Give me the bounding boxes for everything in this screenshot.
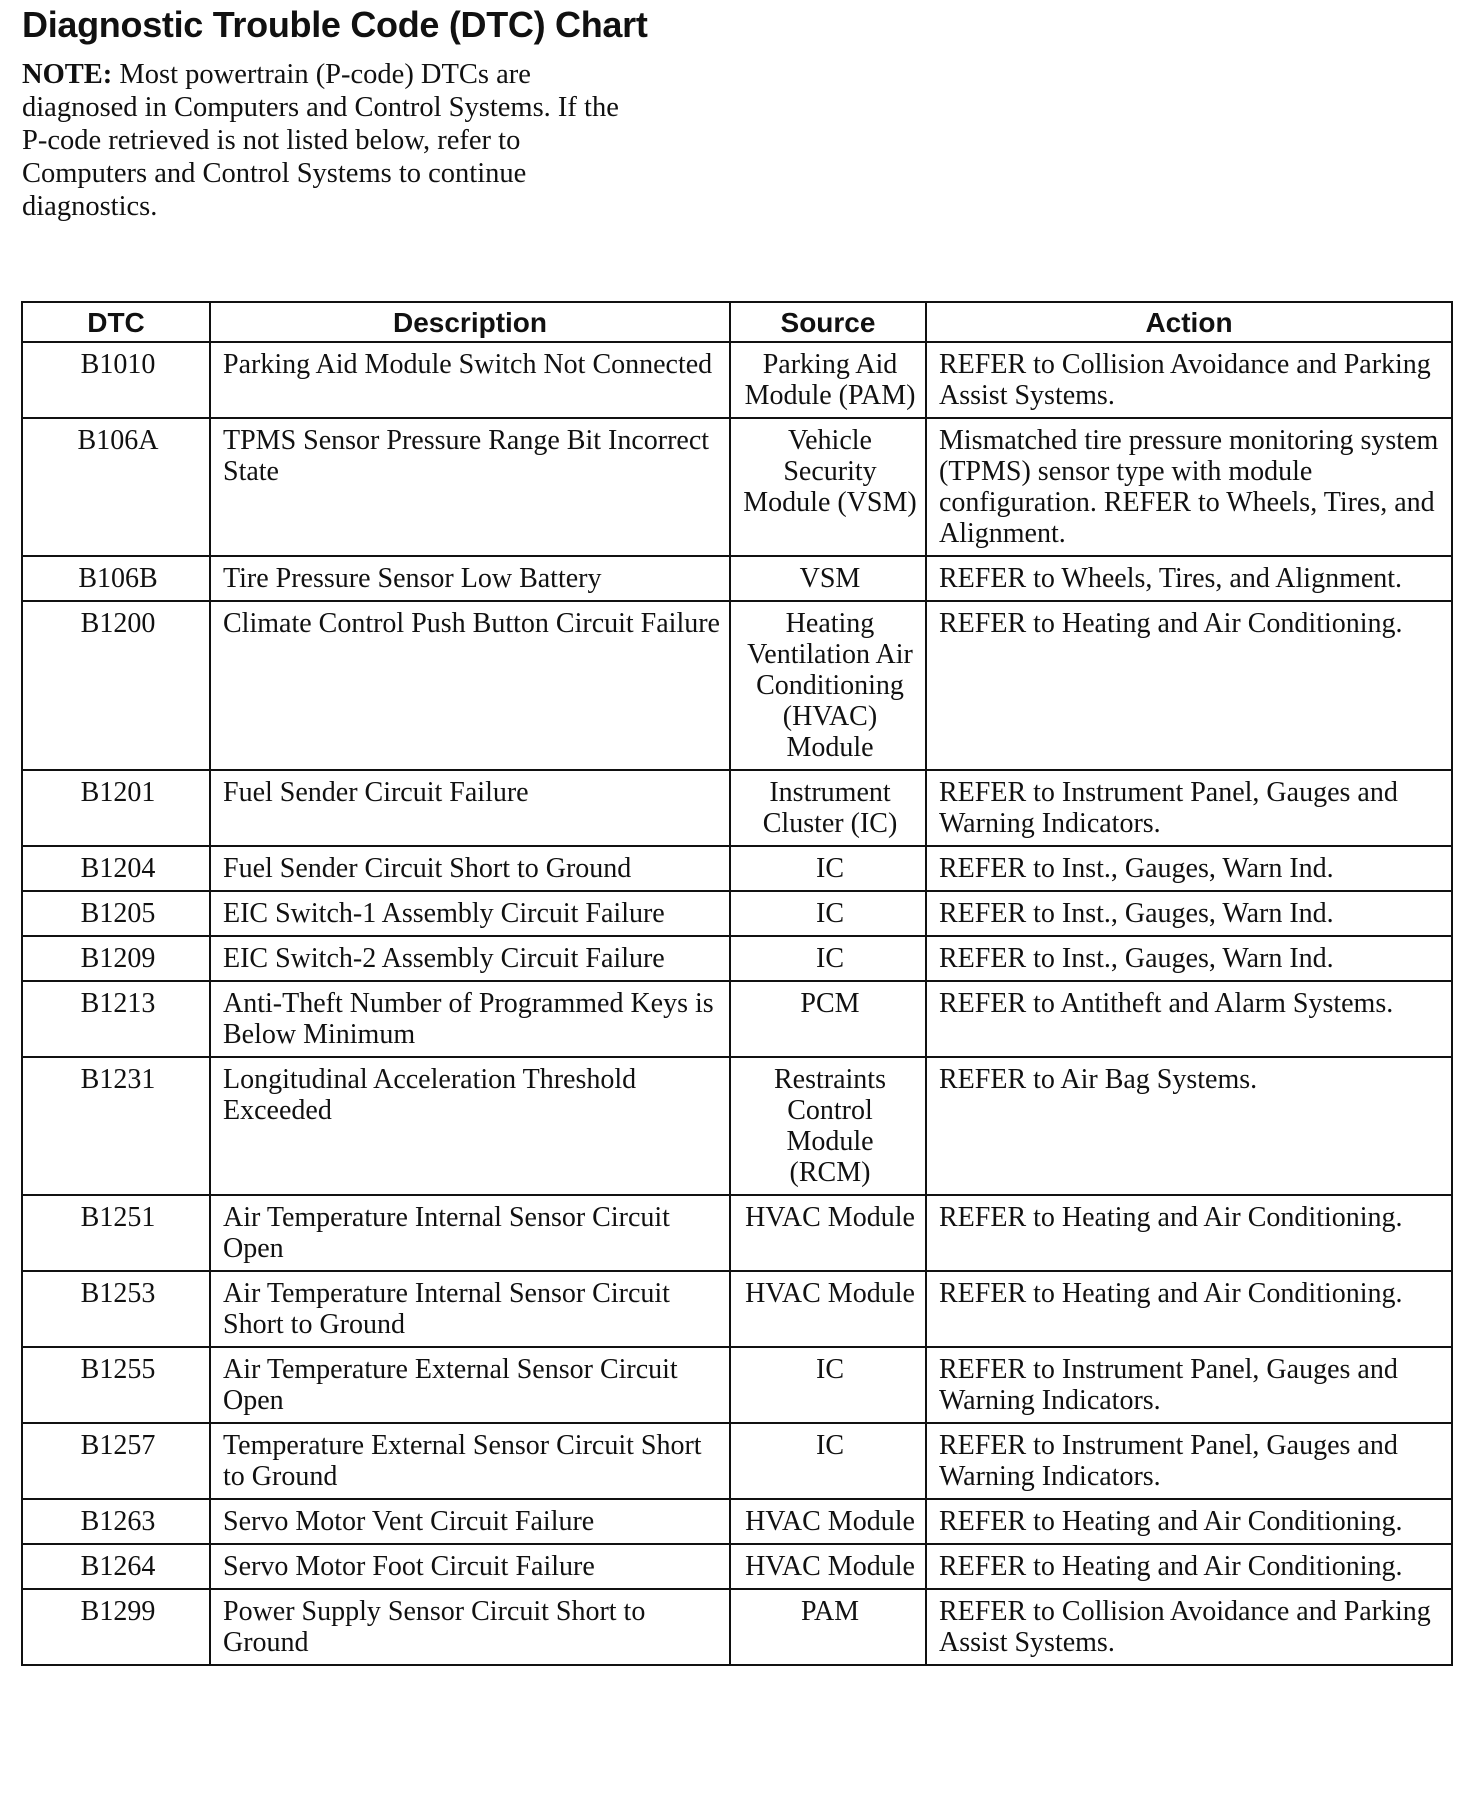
dtc-cell: B1200 [22, 601, 210, 770]
dtc-cell: B1231 [22, 1057, 210, 1195]
description-cell: Fuel Sender Circuit Short to Ground [210, 846, 730, 891]
dtc-cell: B1251 [22, 1195, 210, 1271]
action-cell: REFER to Air Bag Systems. [926, 1057, 1452, 1195]
table-row [22, 1195, 1452, 1271]
action-cell: REFER to Collision Avoidance and Parking Assist Systems. [926, 1589, 1452, 1665]
table-row [22, 981, 1452, 1057]
source-cell: IC [730, 1423, 926, 1499]
dtc-cell: B1257 [22, 1423, 210, 1499]
table-row [22, 936, 1452, 981]
dtc-cell: B1299 [22, 1589, 210, 1665]
description-cell: Longitudinal Acceleration Threshold Exceeded [210, 1057, 730, 1195]
source-cell: PAM [730, 1589, 926, 1665]
table-row [22, 1271, 1452, 1347]
action-cell: REFER to Antitheft and Alarm Systems. [926, 981, 1452, 1057]
dtc-table [21, 301, 1453, 1666]
action-cell: REFER to Heating and Air Conditioning. [926, 1499, 1452, 1544]
dtc-cell: B1213 [22, 981, 210, 1057]
description-cell: Air Temperature External Sensor Circuit Open [210, 1347, 730, 1423]
table-row [22, 891, 1452, 936]
dtc-cell: B106B [22, 556, 210, 601]
description-cell: Servo Motor Foot Circuit Failure [210, 1544, 730, 1589]
action-cell: REFER to Heating and Air Conditioning. [926, 1195, 1452, 1271]
action-cell: REFER to Heating and Air Conditioning. [926, 1544, 1452, 1589]
page-title: Diagnostic Trouble Code (DTC) Chart [22, 4, 648, 45]
action-cell: REFER to Inst., Gauges, Warn Ind. [926, 936, 1452, 981]
action-cell: Mismatched tire pressure monitoring system (TPMS) sensor type with module configuration. REFER to Wheels, Tires, and Alignment. [926, 418, 1452, 556]
description-cell: Parking Aid Module Switch Not Connected [210, 342, 730, 418]
action-cell: REFER to Wheels, Tires, and Alignment. [926, 556, 1452, 601]
header-dtc: DTC [22, 302, 210, 342]
header-description: Description [210, 302, 730, 342]
source-cell: HVAC Module [730, 1195, 926, 1271]
action-cell: REFER to Instrument Panel, Gauges and Warning Indicators. [926, 770, 1452, 846]
source-cell: HVAC Module [730, 1544, 926, 1589]
header-action: Action [926, 302, 1452, 342]
table-row [22, 1589, 1452, 1665]
description-cell: Fuel Sender Circuit Failure [210, 770, 730, 846]
action-cell: REFER to Collision Avoidance and Parking Assist Systems. [926, 342, 1452, 418]
table-row [22, 1499, 1452, 1544]
note-text: Most powertrain (P-code) DTCs are diagnosed in Computers and Control Systems. If the P-code retrieved is not listed below, refer to Computers and Control Systems to continue diagnostics. [22, 59, 619, 222]
description-cell: Servo Motor Vent Circuit Failure [210, 1499, 730, 1544]
dtc-cell: B1255 [22, 1347, 210, 1423]
action-cell: REFER to Heating and Air Conditioning. [926, 1271, 1452, 1347]
table-row [22, 601, 1452, 770]
dtc-cell: B1205 [22, 891, 210, 936]
source-cell: IC [730, 936, 926, 981]
action-cell: REFER to Heating and Air Conditioning. [926, 601, 1452, 770]
table-row [22, 1544, 1452, 1589]
source-cell: HVAC Module [730, 1271, 926, 1347]
dtc-cell: B1263 [22, 1499, 210, 1544]
source-cell: IC [730, 891, 926, 936]
description-cell: Tire Pressure Sensor Low Battery [210, 556, 730, 601]
source-cell: PCM [730, 981, 926, 1057]
note-paragraph [22, 58, 622, 223]
description-cell: EIC Switch-2 Assembly Circuit Failure [210, 936, 730, 981]
dtc-cell: B106A [22, 418, 210, 556]
description-cell: Air Temperature Internal Sensor Circuit Open [210, 1195, 730, 1271]
description-cell: Anti-Theft Number of Programmed Keys is Below Minimum [210, 981, 730, 1057]
action-cell: REFER to Inst., Gauges, Warn Ind. [926, 846, 1452, 891]
table-header-row [22, 302, 1452, 342]
dtc-cell: B1201 [22, 770, 210, 846]
dtc-cell: B1253 [22, 1271, 210, 1347]
source-cell: Instrument Cluster (IC) [730, 770, 926, 846]
description-cell: EIC Switch-1 Assembly Circuit Failure [210, 891, 730, 936]
source-cell: Heating Ventilation Air Conditioning (HVAC) Module [730, 601, 926, 770]
action-cell: REFER to Inst., Gauges, Warn Ind. [926, 891, 1452, 936]
action-cell: REFER to Instrument Panel, Gauges and Warning Indicators. [926, 1347, 1452, 1423]
header-source: Source [730, 302, 926, 342]
table-row [22, 1057, 1452, 1195]
source-cell: VSM [730, 556, 926, 601]
table-row [22, 770, 1452, 846]
table-row [22, 556, 1452, 601]
source-cell: HVAC Module [730, 1499, 926, 1544]
table-row [22, 1347, 1452, 1423]
dtc-cell: B1010 [22, 342, 210, 418]
dtc-cell: B1209 [22, 936, 210, 981]
source-cell: Restraints Control Module (RCM) [730, 1057, 926, 1195]
action-cell: REFER to Instrument Panel, Gauges and Warning Indicators. [926, 1423, 1452, 1499]
description-cell: Power Supply Sensor Circuit Short to Ground [210, 1589, 730, 1665]
table-row [22, 342, 1452, 418]
table-row [22, 418, 1452, 556]
source-cell: Vehicle Security Module (VSM) [730, 418, 926, 556]
description-cell: Air Temperature Internal Sensor Circuit Short to Ground [210, 1271, 730, 1347]
description-cell: Climate Control Push Button Circuit Failure [210, 601, 730, 770]
note-label: NOTE: [22, 59, 113, 90]
table-row [22, 846, 1452, 891]
source-cell: Parking Aid Module (PAM) [730, 342, 926, 418]
source-cell: IC [730, 846, 926, 891]
table-row [22, 1423, 1452, 1499]
dtc-cell: B1264 [22, 1544, 210, 1589]
dtc-cell: B1204 [22, 846, 210, 891]
description-cell: Temperature External Sensor Circuit Short to Ground [210, 1423, 730, 1499]
description-cell: TPMS Sensor Pressure Range Bit Incorrect State [210, 418, 730, 556]
source-cell: IC [730, 1347, 926, 1423]
